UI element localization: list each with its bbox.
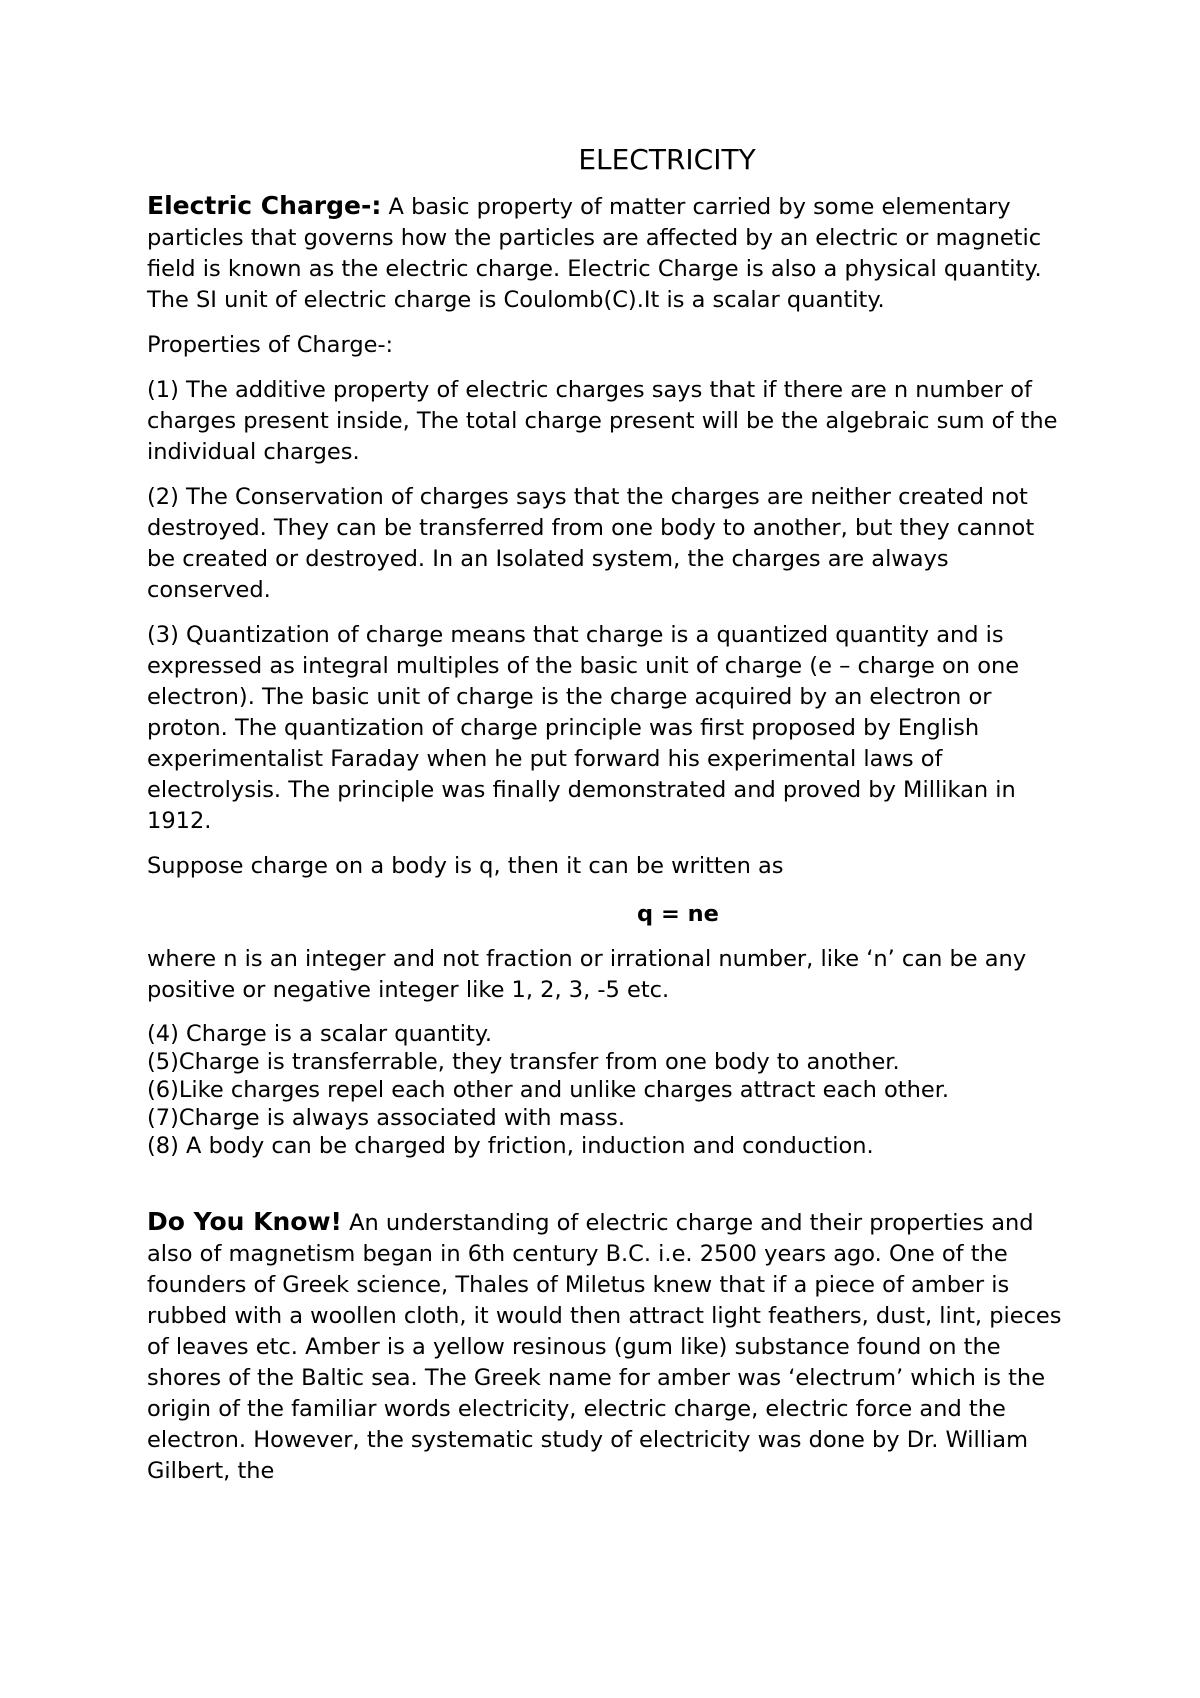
suppose-text: Suppose charge on a body is q, then it can be written as [147,853,784,879]
do-you-know-heading: Do You Know! [147,1207,342,1236]
page-title: ELECTRICITY [578,143,756,176]
electric-charge-paragraph [147,190,1067,316]
property-3: (3) Quantization of charge means that charge is a quantized quantity and is expressed as integral multiples of the basic unit of charge (e – charge on one electron). The basic unit of charge is the charge acquired by an electron or proton. The quantization of charge principle was first proposed by English experimentalist Faraday when he put forward his experimental laws of electrolysis. The principle was finally demonstrated and proved by Millikan in 1912. [147,622,1020,834]
formula: q = ne [637,901,719,927]
property-5: (5)Charge is transferrable, they transfer from one body to another. [147,1049,900,1075]
document-page [147,140,1067,1501]
formula-explanation: where n is an integer and not fraction or irrational number, like ‘n’ can be any positive or negative integer like 1, 2, 3, -5 etc. [147,946,1027,1003]
property-7: (7)Charge is always associated with mass. [147,1105,626,1131]
property-1: (1) The additive property of electric charges says that if there are n number of charges present inside, The total charge present will be the algebraic sum of the individual charges. [147,377,1058,465]
property-2: (2) The Conservation of charges says that the charges are neither created not destroyed. They can be transferred from one body to another, but they cannot be created or destroyed. In an Isolated system, the charges are always conserved. [147,484,1035,603]
do-you-know-text: An understanding of electric charge and their properties and also of magnetism began in 6th century B.C. i.e. 2500 years ago. One of the founders of Greek science, Thales of Miletus knew that if a piece of amber is rubbed with a woollen cloth, it would then attract light feathers, dust, lint, pieces of leaves etc. Amber is a yellow resinous (gum like) substance found on the shores of the Baltic sea. The Greek name for amber was ‘electrum’ which is the origin of the familiar words electricity, electric charge, electric force and the electron. However, the systematic study of electricity was done by Dr. William Gilbert, the [147,1210,1062,1484]
property-4: (4) Charge is a scalar quantity. [147,1021,493,1047]
do-you-know-paragraph [147,1206,1067,1487]
short-properties-list [147,1020,1067,1160]
property-8: (8) A body can be charged by friction, induction and conduction. [147,1133,874,1159]
electric-charge-heading: Electric Charge-: [147,191,382,220]
electric-charge-definition: A basic property of matter carried by some elementary particles that governs how the particles are affected by an electric or magnetic field is known as the electric charge. Electric Charge is also a physical quantity. The SI unit of electric charge is Coulomb(C).It is a scalar quantity. [147,194,1042,313]
property-6: (6)Like charges repel each other and unlike charges attract each other. [147,1077,950,1103]
spacer [147,1160,1067,1206]
properties-heading: Properties of Charge-: [147,332,394,358]
